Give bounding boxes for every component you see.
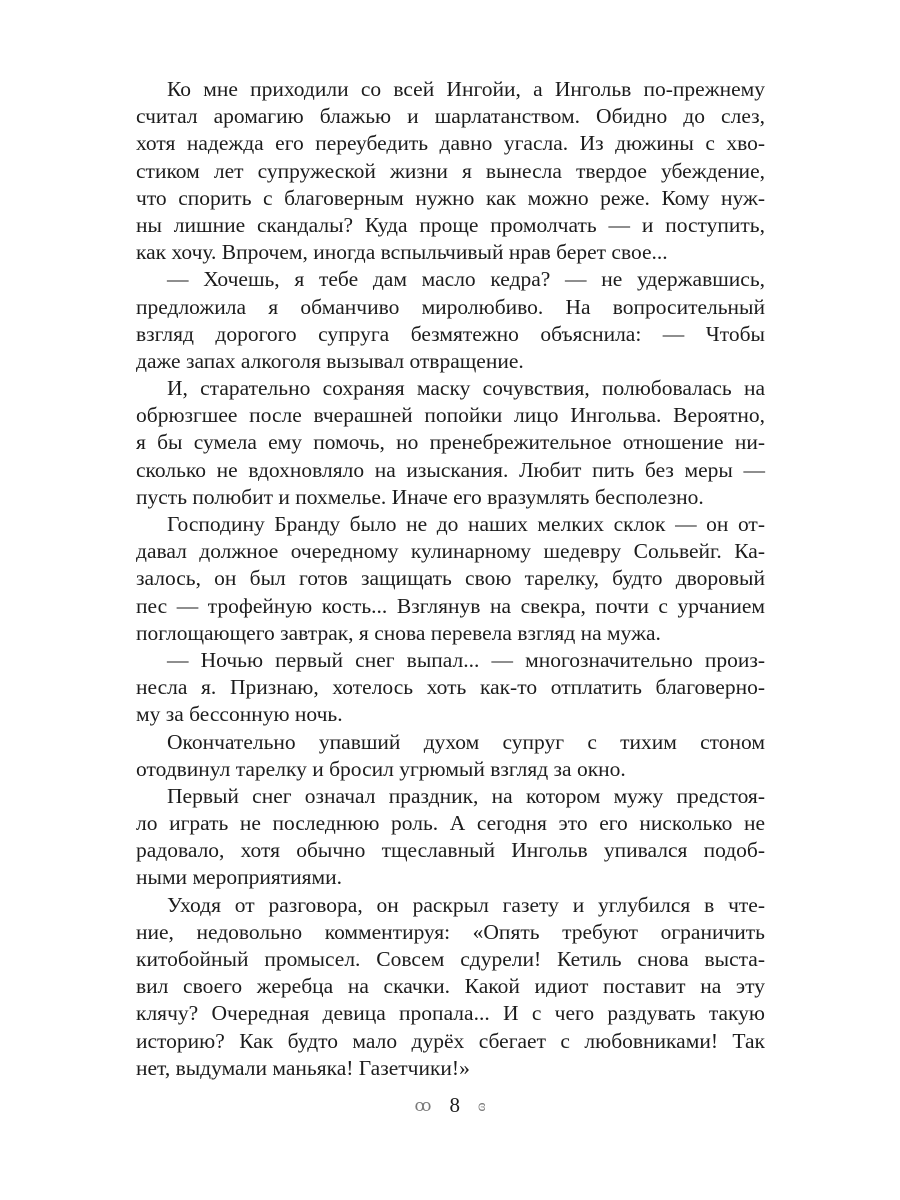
text-line: залось, он был готов защищать свою тарелку, будто дворовый — [136, 566, 765, 591]
text-line: Ко мне приходили со всей Ингойи, а Ингольв по-прежнему — [167, 77, 765, 101]
text-line: пусть полюбит и похмелье. Иначе его вразумлять бесполезно. — [136, 484, 704, 509]
text-line: ние, недовольно комментируя: «Опять требуют ограничить — [136, 919, 765, 944]
text-line: несла я. Признаю, хотелось хоть как-то отплатить благоверно- — [136, 675, 765, 700]
text-line: И, старательно сохраняя маску сочувствия, полюбовалась на — [167, 376, 765, 401]
text-line: предложила я обманчиво миролюбиво. На вопросительный — [136, 294, 765, 319]
text-line: му за бессонную ночь. — [136, 702, 343, 727]
text-line: — Ночью первый снег выпал... — многозначительно произ- — [167, 647, 765, 672]
text-line: Окончательно упавший духом супруг с тихим стоном — [167, 729, 765, 754]
text-line: китобойный промысел. Совсем сдурели! Кетиль снова выста- — [136, 947, 765, 971]
text-line: вил своего жеребца на скачки. Какой идиот поставит на эту — [136, 974, 765, 999]
text-line: я бы сумела ему помочь, но пренебрежительное отношение ни- — [136, 430, 765, 455]
text-line: стиком лет супружеской жизни я вынесла твердое убеждение, — [136, 158, 765, 183]
text-line: хотя надежда его переубедить давно угасла. Из дюжины с хво- — [136, 131, 765, 156]
text-line: даже запах алкоголя вызывал отвращение. — [136, 348, 524, 373]
paragraph — [136, 647, 765, 729]
text-line: ло играть не последнюю роль. А сегодня это его нисколько не — [136, 811, 765, 836]
text-line: взгляд дорогого супруга безмятежно объяснила: — Чтобы — [136, 321, 765, 346]
text-line: радовало, хотя обычно тщеславный Ингольв упивался подоб- — [136, 838, 765, 863]
paragraph — [136, 729, 765, 783]
paragraph — [136, 266, 765, 375]
paragraph — [136, 375, 765, 511]
text-line: нет, выдумали маньяка! Газетчики!» — [136, 1055, 470, 1080]
text-line: Уходя от разговора, он раскрыл газету и углубился в чте- — [167, 892, 765, 917]
text-line: давал должное очередному кулинарному шедевру Сольвейг. Ка- — [136, 539, 765, 564]
text-line: отодвинул тарелку и бросил угрюмый взгляд за окно. — [136, 756, 626, 781]
page-body — [136, 76, 765, 1082]
ornament-left-icon: ꝏ — [414, 1095, 432, 1115]
paragraph — [136, 76, 765, 266]
text-line: считал аромагию блажью и шарлатанством. Обидно до слез, — [136, 104, 765, 129]
text-line: Господину Бранду было не до наших мелких склок — он от- — [167, 512, 765, 536]
text-line: ны лишние скандалы? Куда проще промолчать — и поступить, — [136, 212, 765, 237]
text-line: ными мероприятиями. — [136, 865, 343, 890]
text-line: как хочу. Впрочем, иногда вспыльчивый нрав берет свое... — [136, 240, 668, 265]
text-line: сколько не вдохновляло на изыскания. Любит пить без меры — — [136, 457, 765, 482]
paragraph — [136, 783, 765, 892]
text-line: обрюзгшее после вчерашней попойки лицо Ингольва. Вероятно, — [136, 403, 765, 428]
text-line: клячу? Очередная девица пропала... И с чего раздувать такую — [136, 1001, 765, 1026]
paragraph — [136, 511, 765, 647]
page-folio — [0, 1093, 900, 1118]
text-line: Первый снег означал праздник, на котором мужу предстоя- — [167, 783, 765, 808]
text-line: — Хочешь, я тебе дам масло кедра? — не удержавшись, — [167, 267, 765, 292]
ornament-right-icon: ɞ — [477, 1095, 486, 1115]
page-number: 8 — [449, 1093, 460, 1117]
text-line: что спорить с благоверным нужно как можно реже. Кому нуж- — [136, 185, 765, 210]
paragraph — [136, 892, 765, 1082]
text-line: пес — трофейную кость... Взглянув на свекра, почти с урчанием — [136, 593, 765, 618]
text-line: поглощающего завтрак, я снова перевела взгляд на мужа. — [136, 620, 661, 645]
text-line: историю? Как будто мало дурёх сбегает с любовниками! Так — [136, 1028, 765, 1053]
